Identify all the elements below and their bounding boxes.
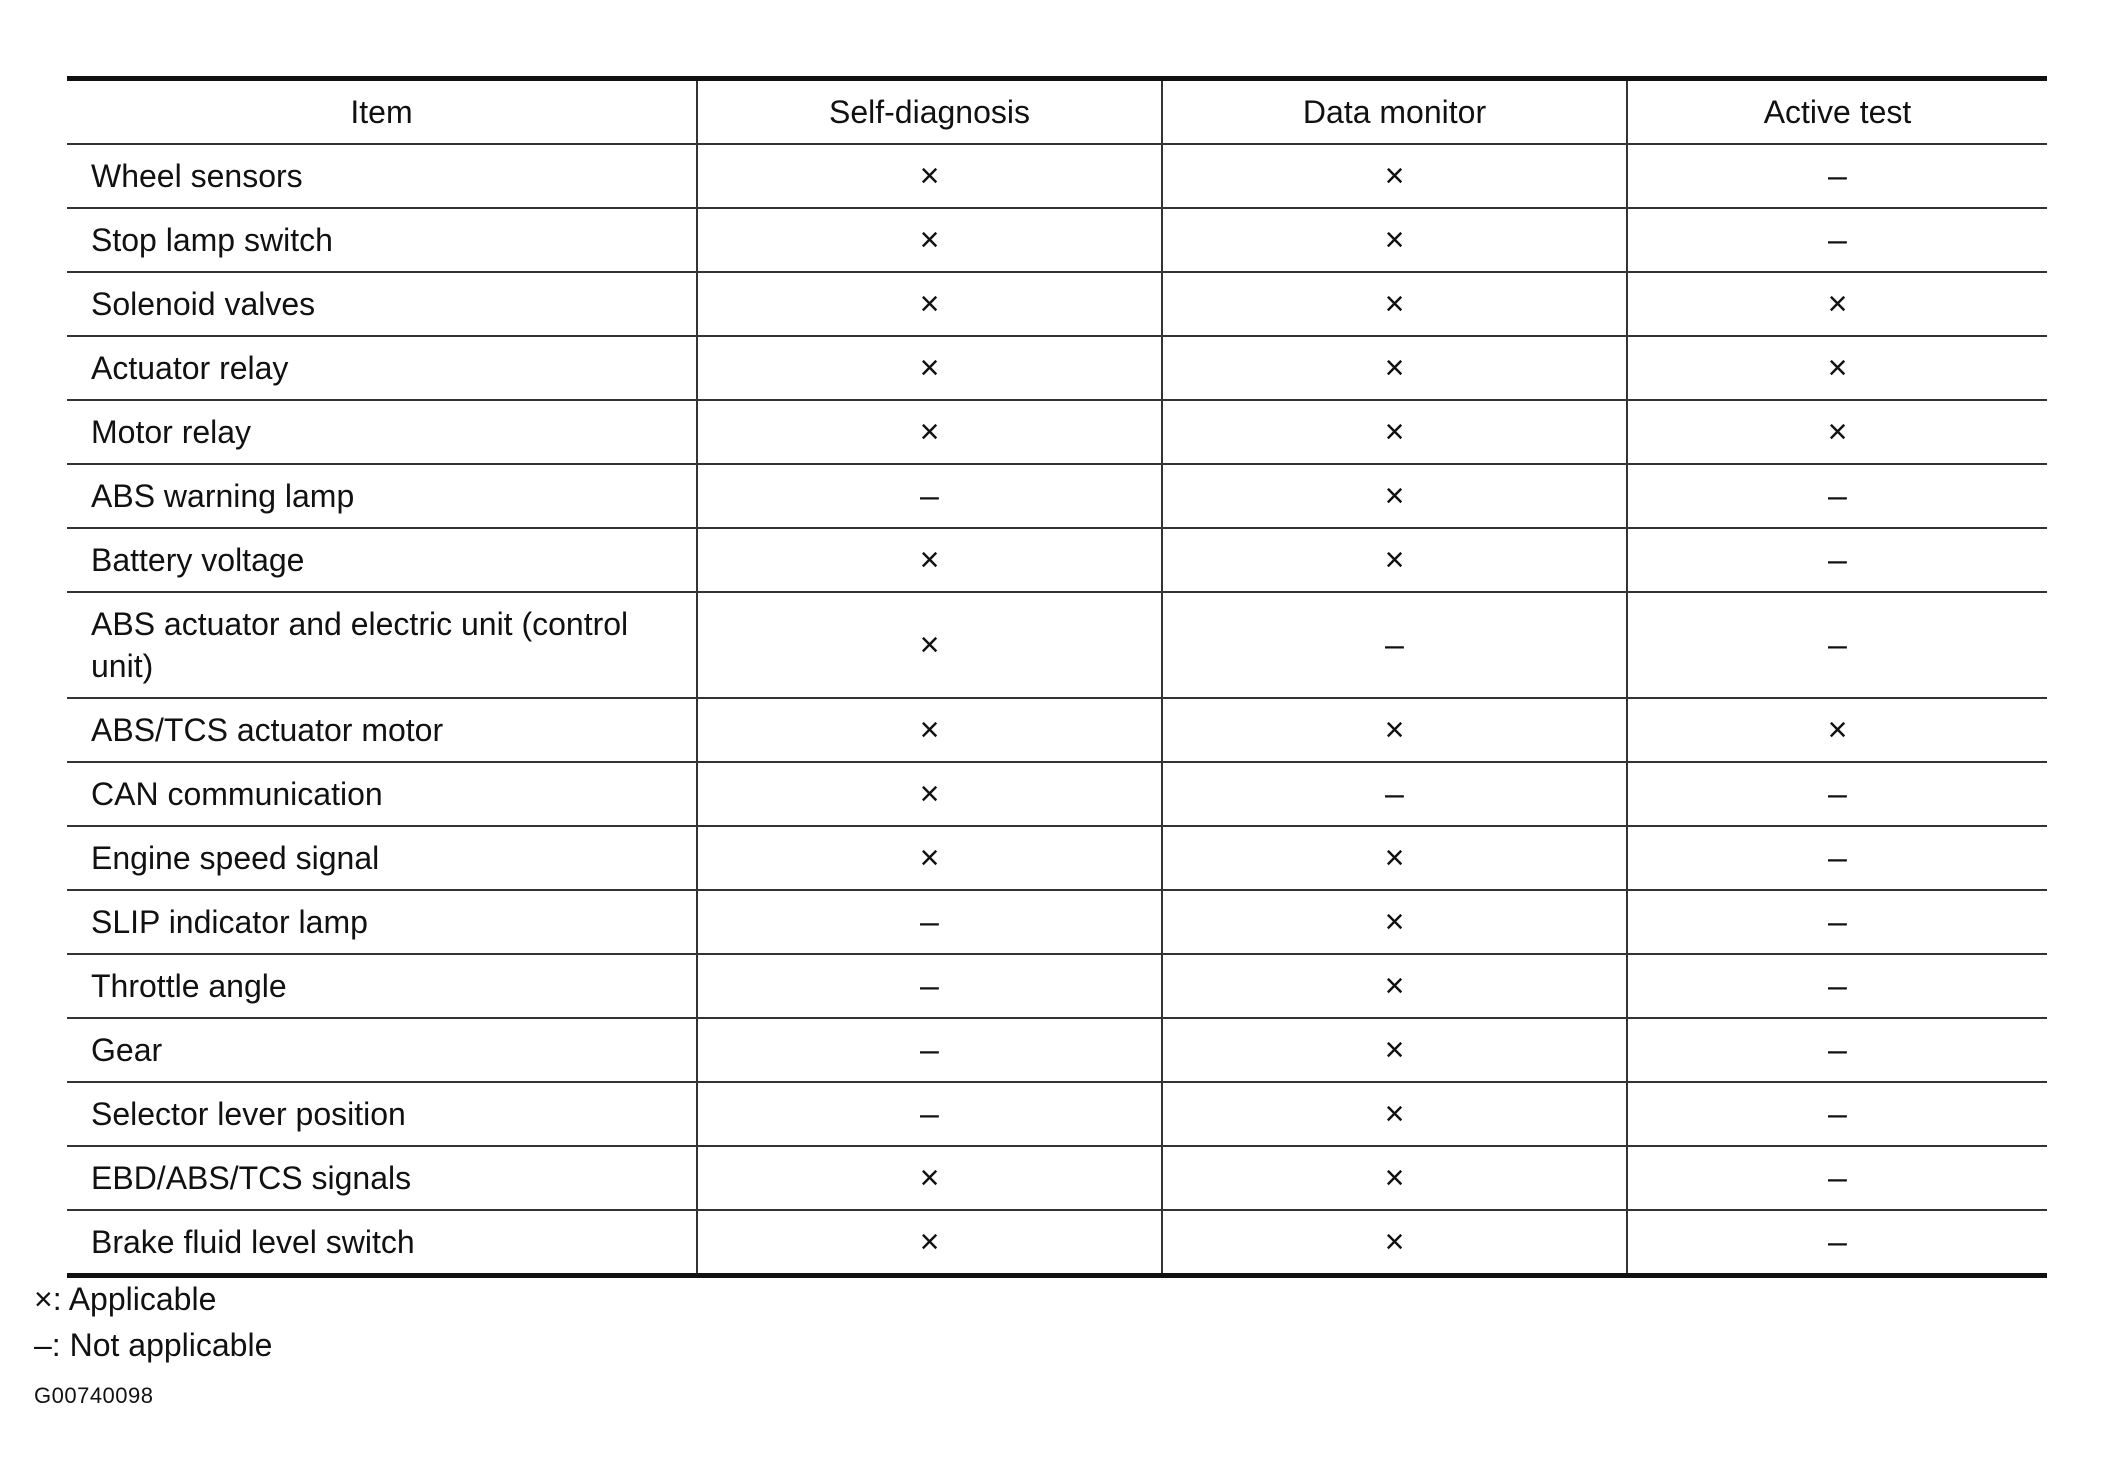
active-test-mark: – xyxy=(1627,954,2047,1018)
data-monitor-mark: × xyxy=(1162,1146,1627,1210)
data-monitor-mark: × xyxy=(1162,144,1627,208)
self-diagnosis-mark: × xyxy=(697,698,1162,762)
table-row xyxy=(67,464,2047,528)
row-item-label: ABS warning lamp xyxy=(67,464,697,528)
self-diagnosis-mark: – xyxy=(697,464,1162,528)
data-monitor-mark: × xyxy=(1162,528,1627,592)
row-item-label: Throttle angle xyxy=(67,954,697,1018)
legend-not-applicable: –: Not applicable xyxy=(34,1327,273,1363)
active-test-mark: – xyxy=(1627,592,2047,698)
table-row xyxy=(67,272,2047,336)
data-monitor-mark: × xyxy=(1162,826,1627,890)
active-test-mark: – xyxy=(1627,1146,2047,1210)
active-test-mark: – xyxy=(1627,464,2047,528)
self-diagnosis-mark: × xyxy=(697,272,1162,336)
self-diagnosis-mark: × xyxy=(697,826,1162,890)
table-row xyxy=(67,762,2047,826)
table-row xyxy=(67,698,2047,762)
table-row xyxy=(67,1018,2047,1082)
active-test-mark: – xyxy=(1627,528,2047,592)
header-active-test: Active test xyxy=(1627,79,2047,145)
table-row xyxy=(67,890,2047,954)
table-row xyxy=(67,144,2047,208)
row-item-label: Brake fluid level switch xyxy=(67,1210,697,1276)
active-test-mark: – xyxy=(1627,826,2047,890)
row-item-label: Stop lamp switch xyxy=(67,208,697,272)
self-diagnosis-mark: × xyxy=(697,400,1162,464)
table-row xyxy=(67,208,2047,272)
table-row xyxy=(67,954,2047,1018)
legend-applicable: ×: Applicable xyxy=(34,1281,217,1317)
self-diagnosis-mark: × xyxy=(697,144,1162,208)
table-row xyxy=(67,1146,2047,1210)
row-item-label: Battery voltage xyxy=(67,528,697,592)
active-test-mark: – xyxy=(1627,208,2047,272)
data-monitor-mark: × xyxy=(1162,208,1627,272)
row-item-label: ABS actuator and electric unit (control unit) xyxy=(67,592,697,698)
table-row xyxy=(67,1082,2047,1146)
row-item-label: Actuator relay xyxy=(67,336,697,400)
figure-code: G00740098 xyxy=(34,1383,154,1408)
table-row xyxy=(67,1210,2047,1276)
table-row xyxy=(67,528,2047,592)
row-item-label: SLIP indicator lamp xyxy=(67,890,697,954)
table-row xyxy=(67,336,2047,400)
row-item-label: Wheel sensors xyxy=(67,144,697,208)
data-monitor-mark: × xyxy=(1162,954,1627,1018)
active-test-mark: – xyxy=(1627,762,2047,826)
active-test-mark: – xyxy=(1627,1082,2047,1146)
row-item-label: Solenoid valves xyxy=(67,272,697,336)
data-monitor-mark: – xyxy=(1162,592,1627,698)
self-diagnosis-mark: – xyxy=(697,1018,1162,1082)
active-test-mark: – xyxy=(1627,144,2047,208)
self-diagnosis-mark: × xyxy=(697,528,1162,592)
data-monitor-mark: × xyxy=(1162,890,1627,954)
active-test-mark: × xyxy=(1627,400,2047,464)
data-monitor-mark: × xyxy=(1162,400,1627,464)
diagnosis-function-table xyxy=(67,76,2047,1278)
self-diagnosis-mark: – xyxy=(697,1082,1162,1146)
self-diagnosis-mark: × xyxy=(697,592,1162,698)
row-item-label: EBD/ABS/TCS signals xyxy=(67,1146,697,1210)
active-test-mark: × xyxy=(1627,698,2047,762)
data-monitor-mark: – xyxy=(1162,762,1627,826)
self-diagnosis-mark: – xyxy=(697,890,1162,954)
data-monitor-mark: × xyxy=(1162,464,1627,528)
table-row xyxy=(67,400,2047,464)
self-diagnosis-mark: × xyxy=(697,1146,1162,1210)
diagnosis-table-container xyxy=(67,76,2047,1278)
header-item: Item xyxy=(67,79,697,145)
data-monitor-mark: × xyxy=(1162,1082,1627,1146)
row-item-label: CAN communication xyxy=(67,762,697,826)
data-monitor-mark: × xyxy=(1162,698,1627,762)
self-diagnosis-mark: × xyxy=(697,1210,1162,1276)
header-data-monitor: Data monitor xyxy=(1162,79,1627,145)
row-item-label: Engine speed signal xyxy=(67,826,697,890)
self-diagnosis-mark: × xyxy=(697,208,1162,272)
self-diagnosis-mark: – xyxy=(697,954,1162,1018)
self-diagnosis-mark: × xyxy=(697,336,1162,400)
table-row xyxy=(67,592,2047,698)
data-monitor-mark: × xyxy=(1162,1018,1627,1082)
active-test-mark: – xyxy=(1627,890,2047,954)
table-header-row xyxy=(67,79,2047,145)
header-self-diagnosis: Self-diagnosis xyxy=(697,79,1162,145)
table-row xyxy=(67,826,2047,890)
active-test-mark: × xyxy=(1627,336,2047,400)
legend xyxy=(34,1276,272,1368)
row-item-label: ABS/TCS actuator motor xyxy=(67,698,697,762)
row-item-label: Motor relay xyxy=(67,400,697,464)
active-test-mark: – xyxy=(1627,1210,2047,1276)
active-test-mark: × xyxy=(1627,272,2047,336)
data-monitor-mark: × xyxy=(1162,1210,1627,1276)
data-monitor-mark: × xyxy=(1162,272,1627,336)
active-test-mark: – xyxy=(1627,1018,2047,1082)
data-monitor-mark: × xyxy=(1162,336,1627,400)
row-item-label: Selector lever position xyxy=(67,1082,697,1146)
row-item-label: Gear xyxy=(67,1018,697,1082)
self-diagnosis-mark: × xyxy=(697,762,1162,826)
